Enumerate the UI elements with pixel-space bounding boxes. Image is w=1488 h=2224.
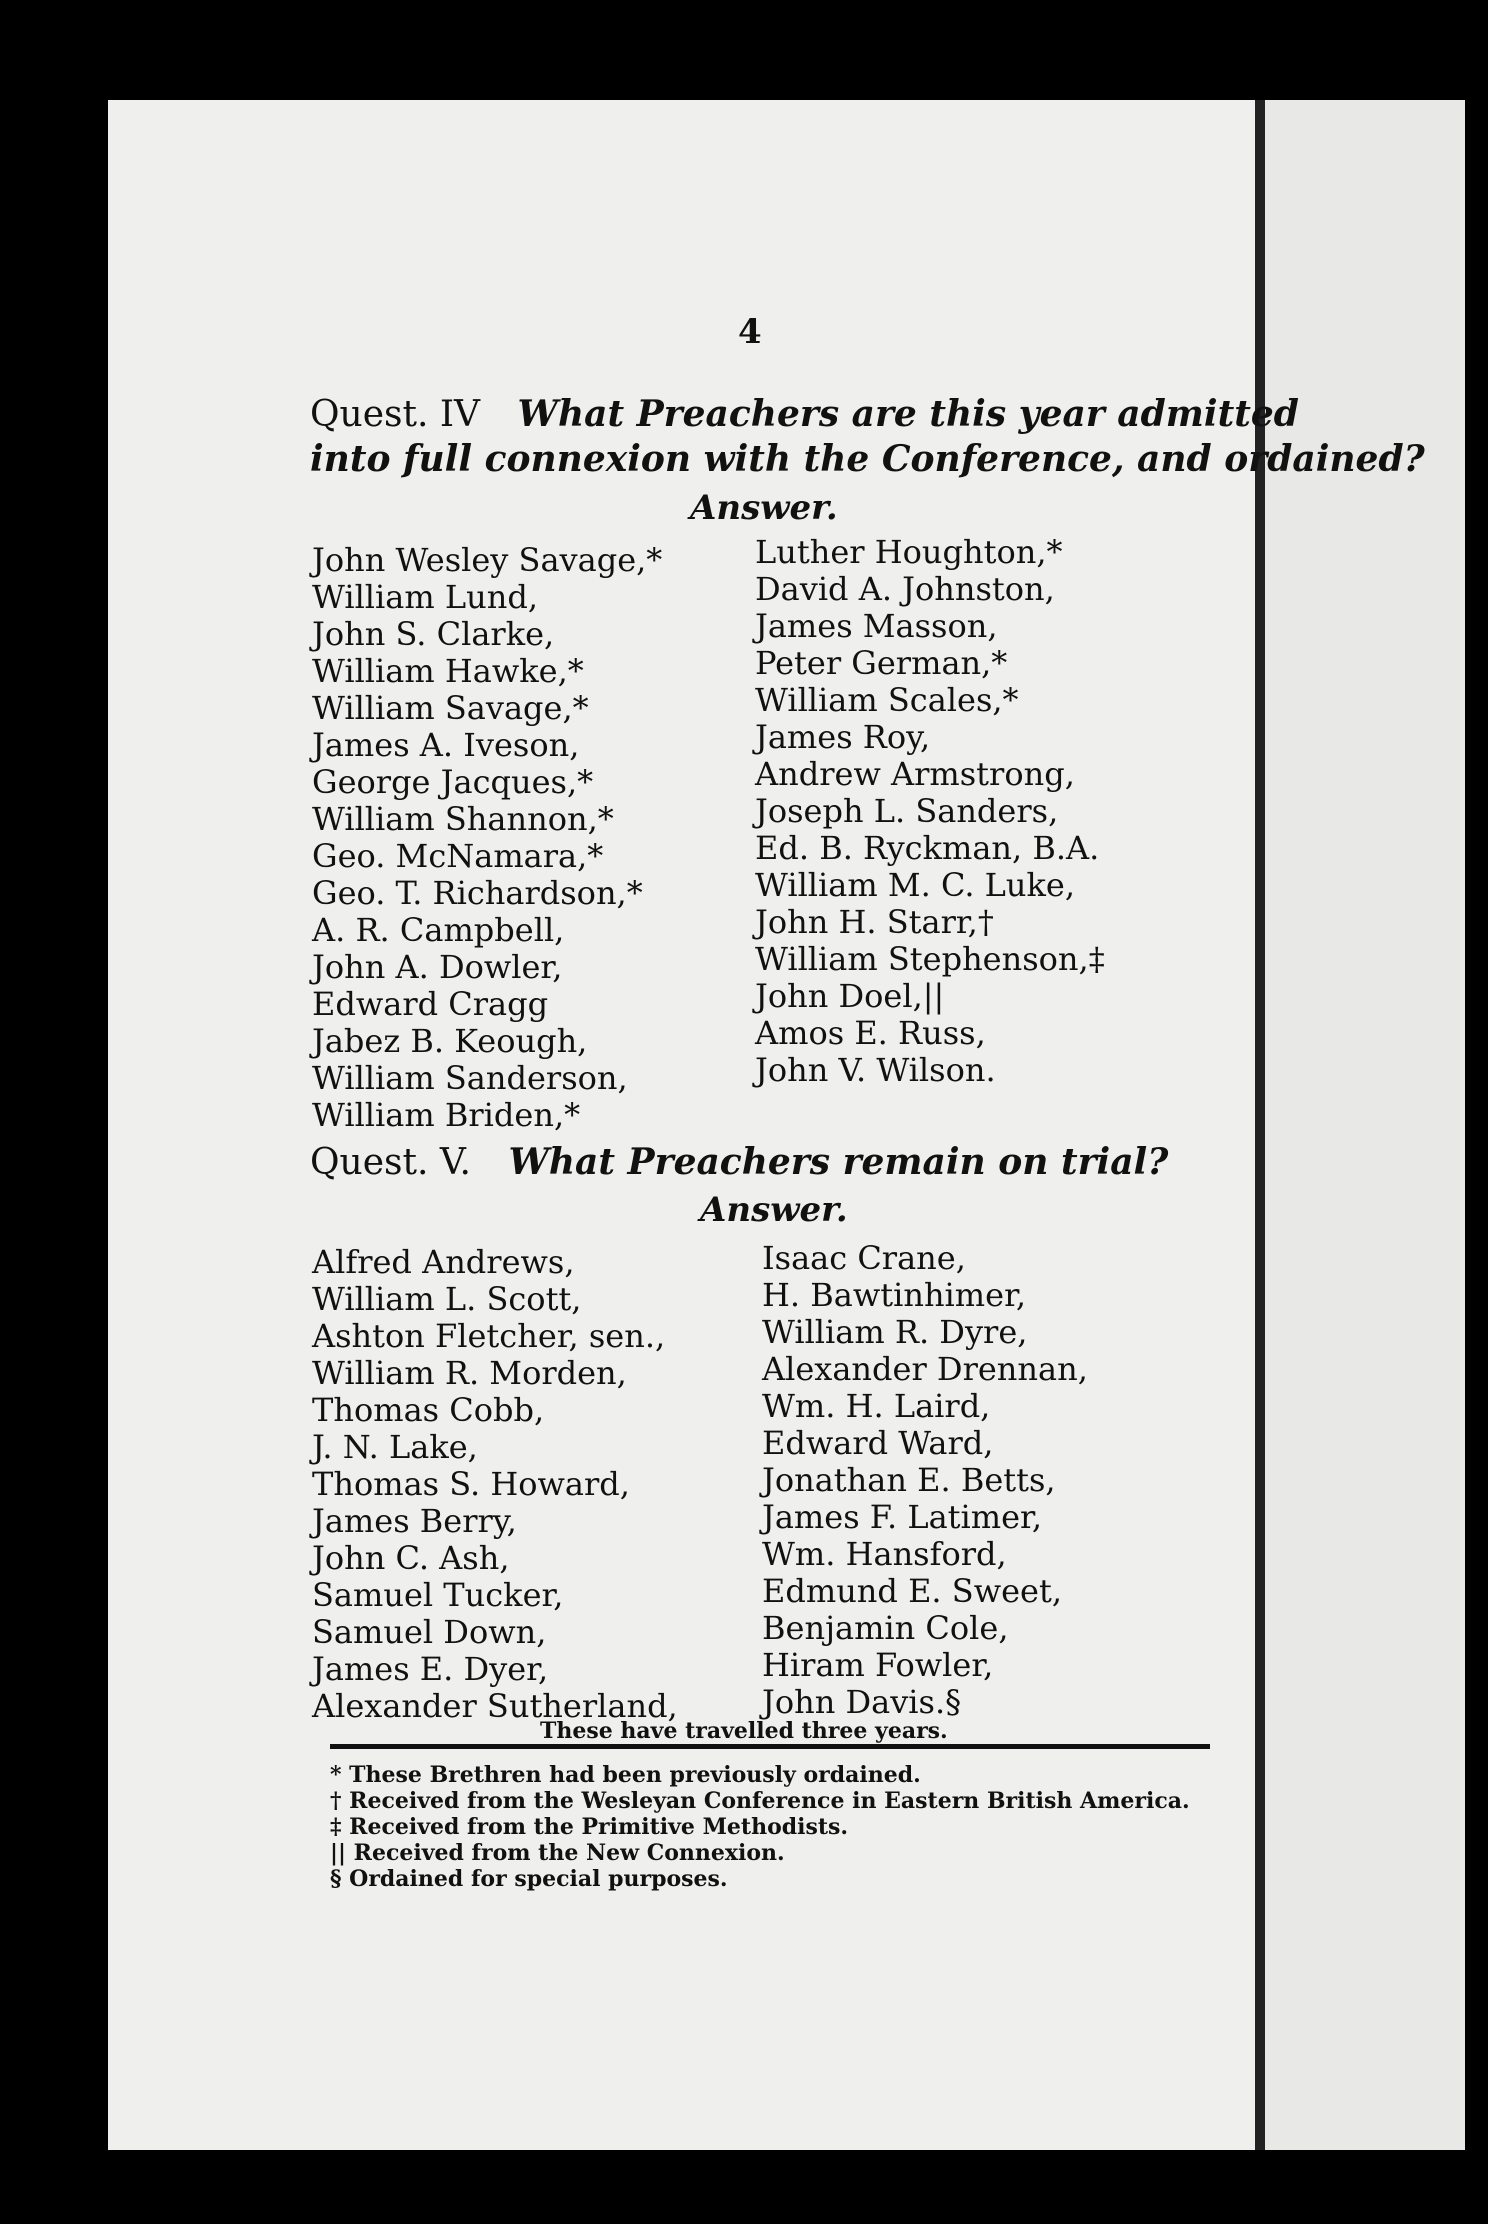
quest-v-label: Quest. V. xyxy=(310,1142,471,1183)
preacher-name: Amos E. Russ, xyxy=(755,1014,986,1052)
preacher-name: Wm. H. Laird, xyxy=(762,1387,991,1425)
preacher-name: James Masson, xyxy=(755,607,998,645)
footnote: § Ordained for special purposes. xyxy=(330,1866,728,1892)
preacher-name: Hiram Fowler, xyxy=(762,1646,994,1684)
preacher-name: William Briden,* xyxy=(312,1096,581,1134)
preacher-name: Samuel Tucker, xyxy=(312,1576,564,1614)
preacher-name: John H. Starr,† xyxy=(755,903,994,941)
preacher-name: John S. Clarke, xyxy=(312,615,555,653)
quest-iv-question: What Preachers are this year admitted xyxy=(517,393,1299,435)
preacher-name: Edmund E. Sweet, xyxy=(762,1572,1062,1610)
preacher-name: William M. C. Luke, xyxy=(755,866,1076,904)
preacher-name: John C. Ash, xyxy=(312,1539,510,1577)
quest-v-answer: Answer. xyxy=(700,1190,848,1230)
preacher-name: James F. Latimer, xyxy=(762,1498,1042,1536)
preacher-name: James Roy, xyxy=(755,718,931,756)
preacher-name: Isaac Crane, xyxy=(762,1239,966,1277)
preacher-name: David A. Johnston, xyxy=(755,570,1055,608)
footnote: ‡ Received from the Primitive Methodists. xyxy=(330,1814,849,1840)
quest-iv-left-list xyxy=(312,542,662,1134)
preacher-name: James E. Dyer, xyxy=(312,1650,549,1688)
preacher-name: John V. Wilson. xyxy=(755,1051,996,1089)
preacher-name: Jonathan E. Betts, xyxy=(762,1461,1056,1499)
preacher-name: William Shannon,* xyxy=(312,800,614,838)
preacher-name: John Doel,|| xyxy=(755,977,945,1015)
quest-v-left-list xyxy=(312,1244,678,1725)
preacher-name: Ed. B. Ryckman, B.A. xyxy=(755,829,1100,867)
preacher-name: Geo. McNamara,* xyxy=(312,837,604,875)
preacher-name: James Berry, xyxy=(312,1502,517,1540)
page-number: 4 xyxy=(738,312,762,352)
preacher-name: Andrew Armstrong, xyxy=(755,755,1075,793)
preacher-name: Wm. Hansford, xyxy=(762,1535,1007,1573)
footnote: † Received from the Wesleyan Conference in Eastern British America. xyxy=(330,1788,1190,1814)
quest-iv-question-cont: into full connexion with the Conference, and ordained? xyxy=(310,438,1425,480)
preacher-name: John Davis.§ xyxy=(762,1683,962,1721)
quest-iv-label: Quest. IV xyxy=(310,394,481,435)
preacher-name: William Hawke,* xyxy=(312,652,584,690)
preacher-name: James A. Iveson, xyxy=(312,726,580,764)
quest-iv-right-list xyxy=(755,534,1105,1089)
preacher-name: Benjamin Cole, xyxy=(762,1609,1009,1647)
quest-v-right-list xyxy=(762,1240,1088,1721)
preacher-name: William Stephenson,‡ xyxy=(755,940,1105,978)
preacher-name: Luther Houghton,* xyxy=(755,533,1063,571)
preacher-name: Geo. T. Richardson,* xyxy=(312,874,643,912)
preacher-name: Alexander Sutherland, xyxy=(312,1687,678,1725)
preacher-name: H. Bawtinhimer, xyxy=(762,1276,1027,1314)
preacher-name: William R. Dyre, xyxy=(762,1313,1028,1351)
preacher-name: William L. Scott, xyxy=(312,1280,582,1318)
preacher-name: Edward Cragg xyxy=(312,985,549,1023)
preacher-name: Alexander Drennan, xyxy=(762,1350,1088,1388)
preacher-name: A. R. Campbell, xyxy=(312,911,565,949)
footnote-divider xyxy=(330,1744,1210,1749)
preacher-name: Alfred Andrews, xyxy=(312,1243,575,1281)
preacher-name: Samuel Down, xyxy=(312,1613,547,1651)
preacher-name: George Jacques,* xyxy=(312,763,594,801)
preacher-name: Thomas S. Howard, xyxy=(312,1465,630,1503)
preacher-name: Peter German,* xyxy=(755,644,1008,682)
footnote: || Received from the New Connexion. xyxy=(330,1840,785,1866)
preacher-name: J. N. Lake, xyxy=(312,1428,478,1466)
preacher-name: Jabez B. Keough, xyxy=(312,1022,588,1060)
preacher-name: William Sanderson, xyxy=(312,1059,628,1097)
preacher-name: John Wesley Savage,* xyxy=(312,541,663,579)
quest-iv-heading xyxy=(310,392,1299,437)
quest-v-heading xyxy=(310,1140,1168,1185)
travel-note: These have travelled three years. xyxy=(540,1718,948,1744)
preacher-name: William Scales,* xyxy=(755,681,1019,719)
preacher-name: Thomas Cobb, xyxy=(312,1391,545,1429)
preacher-name: William Savage,* xyxy=(312,689,589,727)
preacher-name: Ashton Fletcher, sen., xyxy=(312,1317,666,1355)
footnotes xyxy=(330,1762,1190,1892)
footnote: * These Brethren had been previously ordained. xyxy=(330,1762,921,1788)
preacher-name: William Lund, xyxy=(312,578,538,616)
preacher-name: Joseph L. Sanders, xyxy=(755,792,1059,830)
preacher-name: John A. Dowler, xyxy=(312,948,563,986)
preacher-name: William R. Morden, xyxy=(312,1354,627,1392)
quest-iv-answer: Answer. xyxy=(690,488,838,528)
preacher-name: Edward Ward, xyxy=(762,1424,994,1462)
quest-v-question: What Preachers remain on trial? xyxy=(508,1141,1169,1183)
